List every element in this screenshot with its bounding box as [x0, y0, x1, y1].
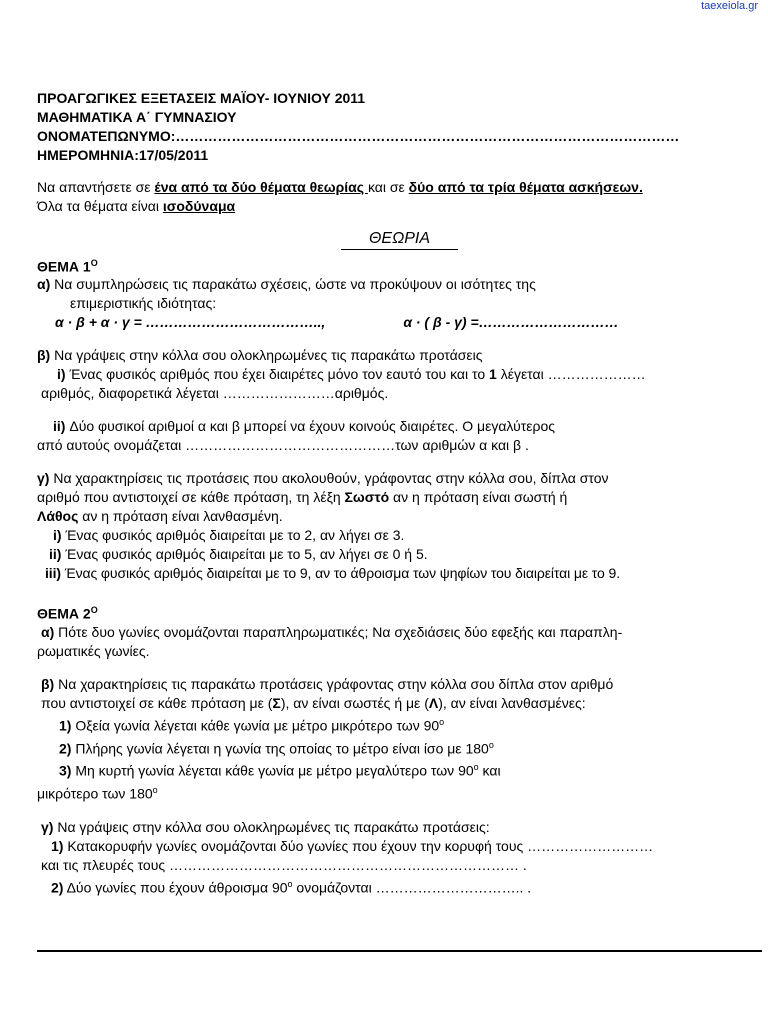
site-link[interactable]: taexeiola.gr [701, 0, 758, 12]
thema2-b-line1: β) Να χαρακτηρίσεις τις παρακάτω προτάσεις γράφοντας στην κόλλα σου δίπλα στον αριθμό [41, 675, 614, 692]
thema1-c-line3: Λάθος αν η πρόταση είναι λανθασμένη. [37, 508, 283, 525]
thema1-a-equations: α · β + α · γ = ……………………………….., α · ( β - γ) =………………………… [55, 314, 619, 331]
thema2-b-line2: που αντιστοιχεί σε κάθε πρόταση με (Σ), αν είναι σωστές ή με (Λ), αν είναι λανθασμένες: [41, 694, 586, 711]
exam-document [37, 89, 762, 897]
thema1-b-ii-line2: από αυτούς ονομάζεται ………………………………………των αριθμών α και β . [37, 437, 529, 454]
thema1-c-ii: ii) Ένας φυσικός αριθμός διαιρείται με το 5, αν λήγει σε 0 ή 5. [49, 546, 428, 563]
name-line: ΟΝΟΜΑΤΕΠΩΝΥΜΟ:……………………………………………………………………………………………… [37, 128, 680, 144]
thema2-c-line: γ) Να γράψεις στην κόλλα σου ολοκληρωμένες τις παρακάτω προτάσεις: [41, 818, 490, 835]
thema2-c-1-line1: 1) Κατακορυφήν γωνίες ονομάζονται δύο γωνίες που έχουν την κορυφή τους ……………………… [51, 837, 654, 854]
thema2-c-1-line2: και τις πλευρές τους ………………………………………………………………… . [41, 856, 527, 873]
thema1-b-ii-line1: ii) Δύο φυσικοί αριθμοί α και β μπορεί να έχουν κοινούς διαιρέτες. Ο μεγαλύτερος [53, 418, 556, 435]
thema1-a-line1: α) Να συμπληρώσεις τις παρακάτω σχέσεις, ώστε να προκύψουν οι ισότητες της [37, 276, 536, 293]
thema2-a-line1: α) Πότε δυο γωνίες ονομάζονται παραπληρωματικές; Να σχεδιάσεις δύο εφεξής και παραπλη- [41, 623, 623, 640]
thema2-b-1: 1) Οξεία γωνία λέγεται κάθε γωνία με μέτρο μικρότερο των $90^o$ [59, 716, 445, 734]
thema1-b-i-line2: αριθμός, διαφορετικά λέγεται ……………………αριθμός. [41, 385, 389, 402]
thema2-b-2: 2) Πλήρης γωνία λέγεται η γωνία της οποίας το μέτρο είναι ίσο με $180^o$ [59, 739, 494, 757]
thema1-c-line2: αριθμό που αντιστοιχεί σε κάθε πρόταση, τη λέξη Σωστό αν η πρόταση είναι σωστή ή [37, 489, 568, 506]
date-line: ΗΜΕΡΟΜΗΝΙΑ:17/05/2011 [37, 147, 209, 163]
thema1-c-iii: iii) Ένας φυσικός αριθμός διαιρείται με το 9, αν το άθροισμα των ψηφίων του διαιρείται με το 9. [45, 565, 620, 582]
thema1-c-line1: γ) Να χαρακτηρίσεις τις προτάσεις που ακολουθούν, γράφοντας στην κόλλα σου, δίπλα στον [37, 470, 609, 487]
thema1-b-i-line1: i) Ένας φυσικός αριθμός που έχει διαιρέτες μόνο τον εαυτό του και το 1 λέγεται ………………… [57, 366, 646, 383]
instructions: Να απαντήσετε σε ένα από τα δύο θέματα θεωρίας και σε δύο από τα τρία θέματα ασκήσεων. Όλα τα θέματα είναι ισοδύναμα [37, 179, 643, 214]
thema2-b-3-line2: μικρότερο των $180^o$ [37, 784, 158, 802]
subject-line: ΜΑΘΗΜΑΤΙΚΑ Α΄ ΓΥΜΝΑΣΙΟΥ [37, 109, 237, 125]
thema1-c-i: i) Ένας φυσικός αριθμός διαιρείται με το 2, αν λήγει σε 3. [53, 527, 405, 544]
exam-title: ΠΡΟΑΓΩΓΙΚΕΣ ΕΞΕΤΑΣΕΙΣ ΜΑΪΟΥ- ΙΟΥΝΙΟΥ 2011 [37, 90, 366, 106]
thema1-heading: ΘΕΜΑ $1^O$ [37, 257, 98, 275]
thema2-c-2: 2) Δύο γωνίες που έχουν άθροισμα $90^o$ ονομάζονται ………………………….. . [51, 878, 532, 896]
thema2-a-line2: ρωματικές γωνίες. [37, 642, 150, 659]
thema2-heading: ΘΕΜΑ $2^O$ [37, 605, 98, 622]
thema2-b-3-line1: 3) Μη κυρτή γωνία λέγεται κάθε γωνία με μέτρο μεγαλύτερο των $90^o$ και [59, 762, 501, 779]
thema1-b-line: β) Να γράψεις στην κόλλα σου ολοκληρωμένες τις παρακάτω προτάσεις [37, 347, 483, 364]
thema1-a-line2: επιμεριστικής ιδιότητας: [70, 295, 217, 312]
theory-heading: ΘΕΩΡΙΑ [37, 229, 762, 250]
page-bottom-rule [37, 950, 762, 952]
